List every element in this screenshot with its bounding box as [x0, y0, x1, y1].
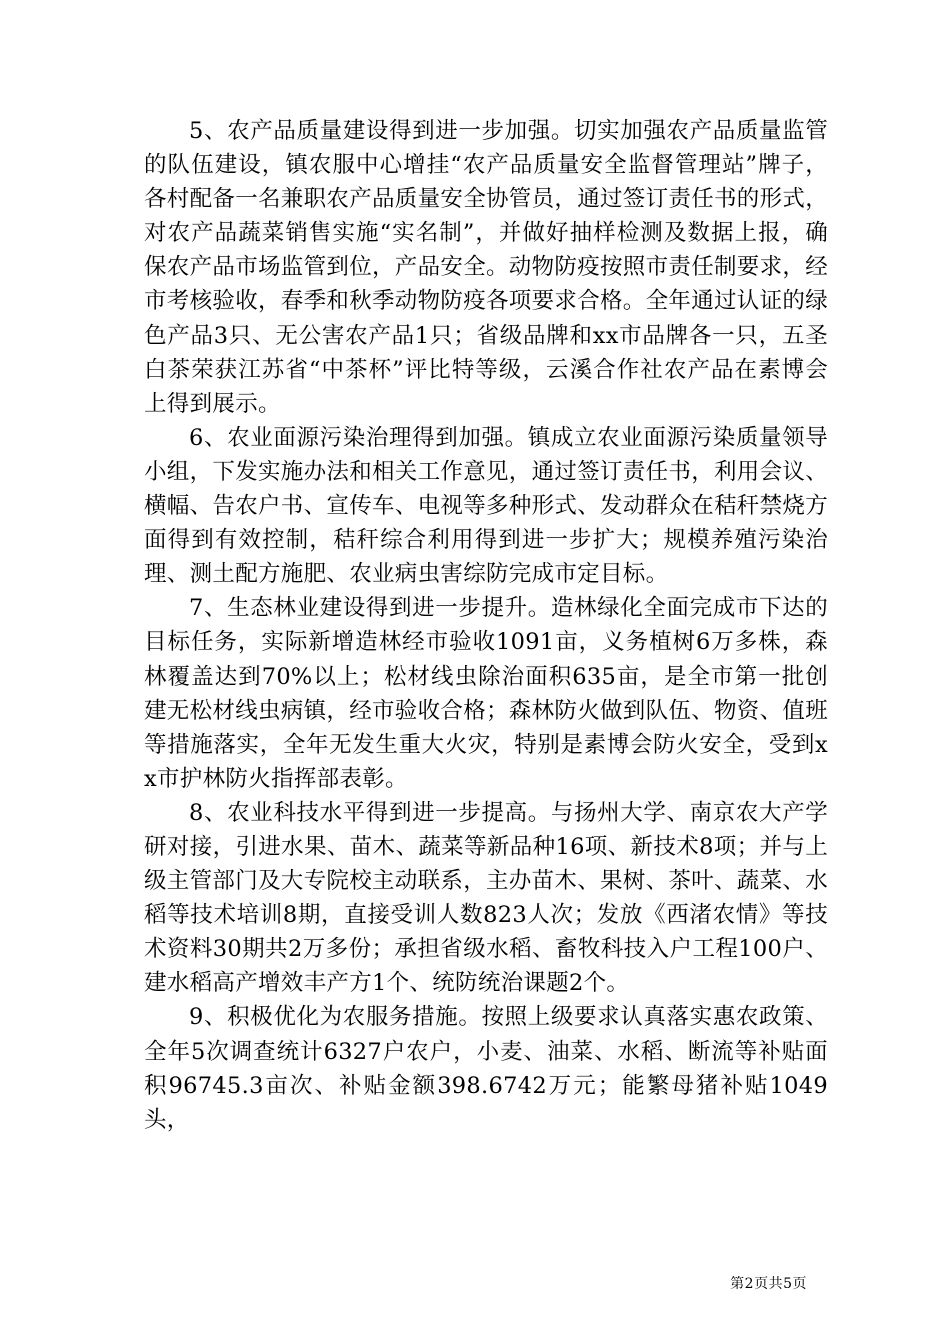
paragraph-7-forestry: 7、生态林业建设得到进一步提升。造林绿化全面完成市下达的目标任务，实际新增造林经市验收1091亩，义务植树6万多株，森林覆盖达到70%以上；松材线虫除治面积635亩，是全市第一批创建无松材线虫病镇，经市验收合格；森林防火做到队伍、物资、值班等措施落实，全年无发生重大火灾，特别是素博会防火安全，受到xx市护林防火指挥部表彰。 — [144, 595, 829, 792]
document-body — [144, 114, 828, 1137]
paragraph-6-pollution: 6、农业面源污染治理得到加强。镇成立农业面源污染质量领导小组，下发实施办法和相关工作意见，通过签订责任书，利用会议、横幅、告农户书、宣传车、电视等多种形式、发动群众在秸秆禁烧方面得到有效控制，秸秆综合利用得到进一步扩大；规模养殖污染治理、测土配方施肥、农业病虫害综防完成市定目标。 — [144, 424, 829, 588]
paragraph-8-technology: 8、农业科技水平得到进一步提高。与扬州大学、南京农大产学研对接，引进水果、苗木、蔬菜等新品种16项、新技术8项；并与上级主管部门及大专院校主动联系，主办苗木、果树、茶叶、蔬菜、水稻等技术培训8期，直接受训人数823人次；发放《西渚农情》等技术资料30期共2万多份；承担省级水稻、畜牧科技入户工程100户、建水稻高产增效丰产方1个、统防统治课题2个。 — [144, 799, 829, 997]
paragraph-5-quality: 5、农产品质量建设得到进一步加强。切实加强农产品质量监管的队伍建设，镇农服中心增挂“农产品质量安全监督管理站”牌子，各村配备一名兼职农产品质量安全协管员，通过签订责任书的形式，对农产品蔬菜销售实施“实名制”，并做好抽样检测及数据上报，确保农产品市场监管到位，产品安全。动物防疫按照市责任制要求，经市考核验收，春季和秋季动物防疫各项要求合格。全年通过认证的绿色产品3只、无公害农产品1只；省级品牌和xx市品牌各一只，五圣白茶荣获江苏省“中茶杯”评比特等级，云溪合作社农产品在素博会上得到展示。 — [144, 118, 829, 417]
page-number: 第2页共5页 — [730, 1276, 807, 1292]
paragraph-9-services: 9、积极优化为农服务措施。按照上级要求认真落实惠农政策、全年5次调查统计6327户农户，小麦、油菜、水稻、断流等补贴面积96745.3亩次、补贴金额398.6742万元；能繁母猪补贴1049头， — [144, 1004, 828, 1133]
